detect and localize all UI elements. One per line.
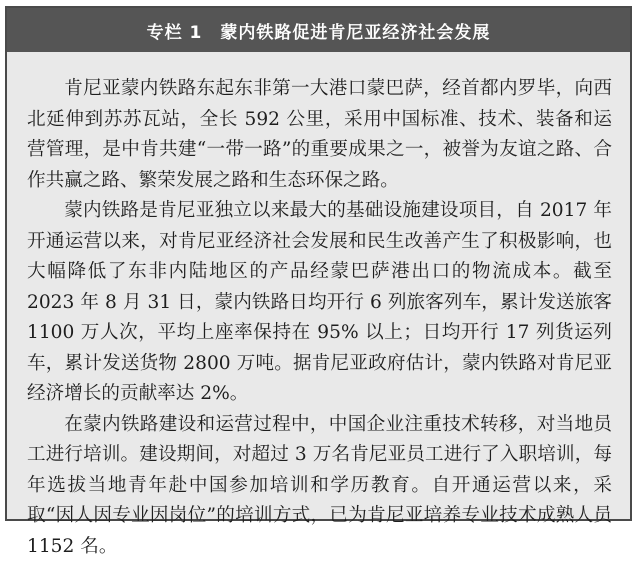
- column-body: [7, 52, 630, 562]
- paragraph: 在蒙内铁路建设和运营过程中，中国企业注重技术转移，对当地员工进行培训。建设期间，对超过 3 万名肯尼亚员工进行了入职培训，每年选拔当地青年赴中国参加培训和学历教育。自开通运营以来，采取“因人因专业因岗位”的培训方式，已为肯尼亚培养专业技术成熟人员 1152 名。: [27, 410, 612, 562]
- column-header: [7, 8, 630, 52]
- paragraph: 蒙内铁路是肯尼亚独立以来最大的基础设施建设项目，自 2017 年开通运营以来，对肯尼亚经济社会发展和民生改善产生了积极影响，也大幅降低了东非内陆地区的产品经蒙巴萨港出口的物流成本。截至 2023 年 8 月 31 日，蒙内铁路日均开行 6 列旅客列车，累计发送旅客 1100 万人次，平均上座率保持在 95% 以上；日均开行 17 列货运列车，累计发送货物 2800 万吨。据肯尼亚政府估计，蒙内铁路对肯尼亚经济增长的贡献率达 2%。: [27, 196, 612, 410]
- column-box: [5, 6, 632, 521]
- paragraph: 肯尼亚蒙内铁路东起东非第一大港口蒙巴萨，经首都内罗毕，向西北延伸到苏苏瓦站，全长 592 公里，采用中国标准、技术、装备和运营管理，是中肯共建“一带一路”的重要成果之一，被誉为友谊之路、合作共赢之路、繁荣发展之路和生态环保之路。: [27, 74, 612, 196]
- column-number: 专栏 1: [147, 18, 203, 43]
- column-title: 蒙内铁路促进肯尼亚经济社会发展: [220, 18, 490, 43]
